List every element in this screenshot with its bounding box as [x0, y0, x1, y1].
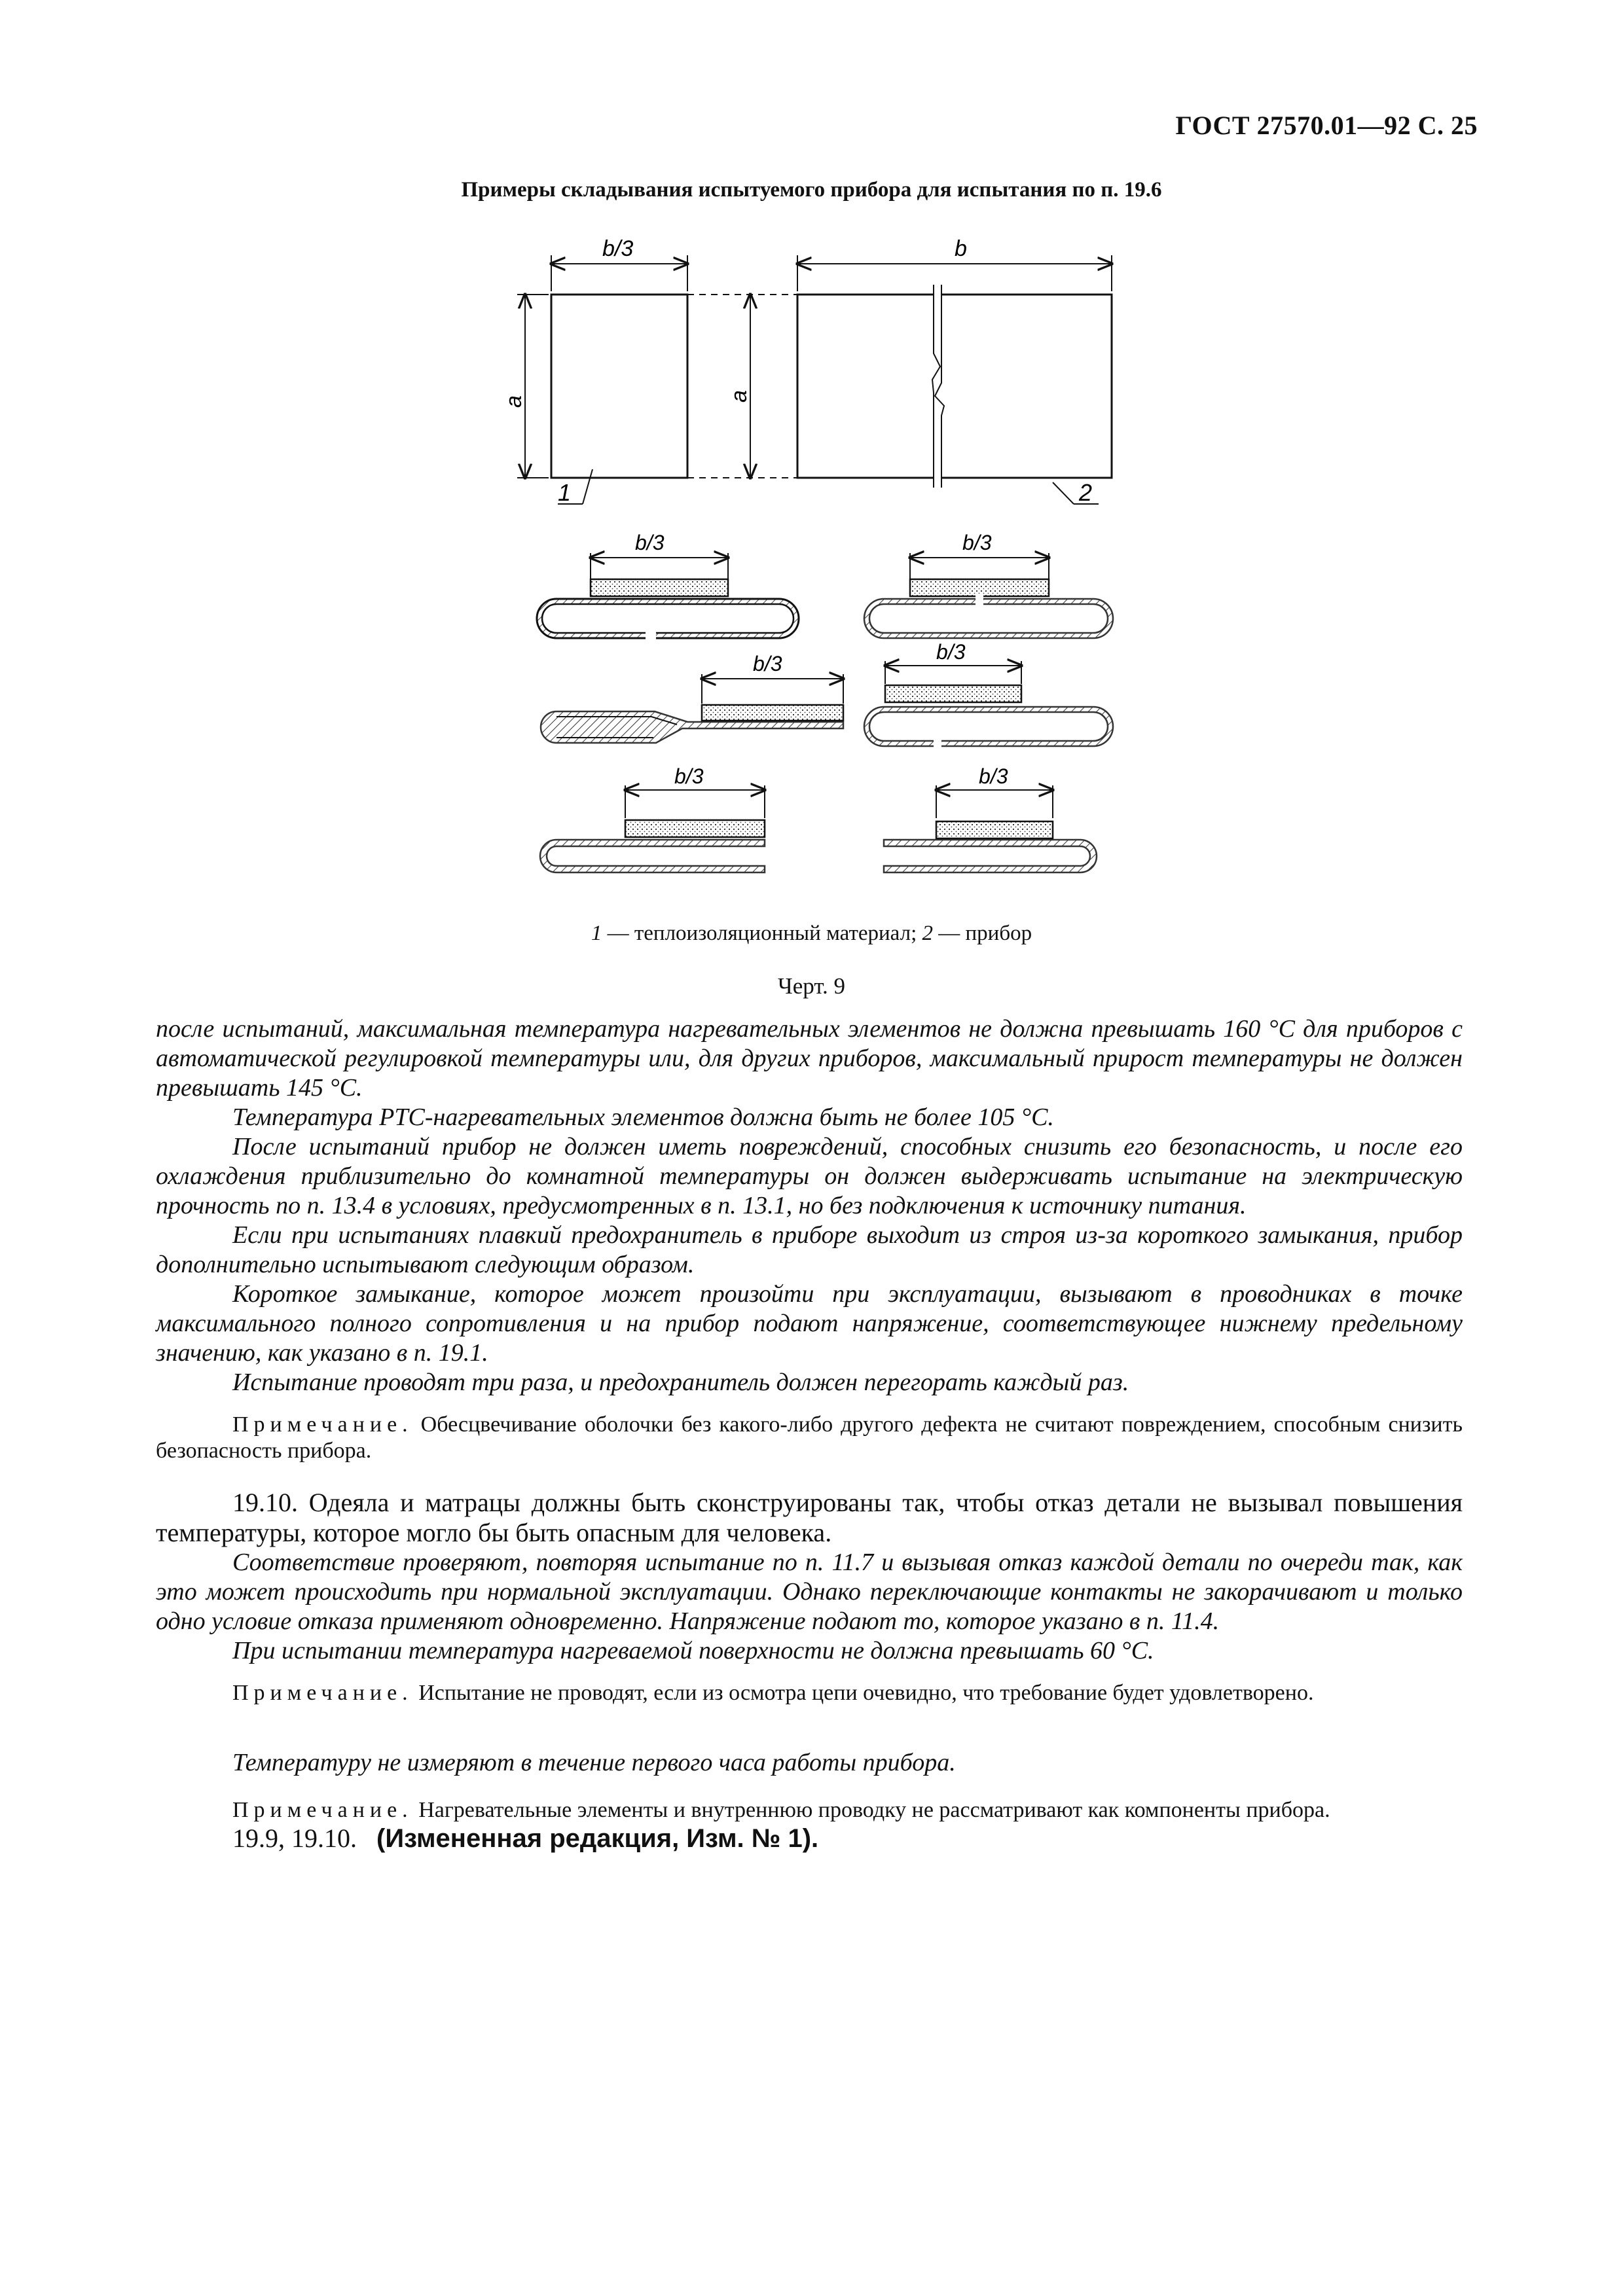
page-header: ГОСТ 27570.01—92 С. 25 [1175, 111, 1478, 140]
svg-text:b/3: b/3 [635, 531, 665, 554]
fold-example-1 [537, 531, 799, 642]
figure-title: Примеры складывания испытуемого прибора для испытания по п. 19.6 [461, 178, 1162, 202]
fold-example-2 [864, 531, 1113, 638]
note-2-text: Испытание не проводят, если из осмотра цепи очевидно, что требование будет удовлетворено. [412, 1681, 1314, 1705]
paragraph-19-10: 19.10. Одеяла и матрацы должны быть сконструированы так, чтобы отказ детали не вызывал повышения температуры, которое могло бы быть опасным для человека. [156, 1488, 1463, 1547]
paragraph-2: Температура PTC-нагревательных элементов должна быть не более 105 °С. [232, 1103, 1054, 1131]
note-3 [156, 1797, 1463, 1823]
legend-text-1: — теплоизоляционный материал; [602, 922, 922, 945]
paragraph-1: после испытаний, максимальная температура нагревательных элементов не должна превышать 160 °С для приборов с автоматической регулировкой температуры или, для других приборов, максимальный прирост температуры не должен превышать 145 °С. [156, 1015, 1463, 1102]
paragraph-6: Испытание проводят три раза, и предохранитель должен перегорать каждый раз. [232, 1369, 1129, 1396]
amendment-text: (Измененная редакция, Изм. № 1). [376, 1824, 819, 1853]
paragraph-9: При испытании температура нагреваемой поверхности не должна превышать 60 °С. [232, 1637, 1154, 1664]
legend-number-1: 1 [591, 922, 602, 945]
dim-b-top: b [955, 236, 967, 261]
note-label: Примечание. [232, 1412, 413, 1437]
legend-text-2: — прибор [933, 922, 1032, 945]
label-2: 2 [1079, 479, 1093, 506]
paragraph-5: Короткое замыкание, которое может произойти при эксплуатации, вызывают в проводниках в точке максимального полного сопротивления и на прибор подают напряжение, соответствующее нижнему предельному значению, как указано в п. 19.1. [156, 1280, 1463, 1367]
insulation-sheet [517, 255, 687, 504]
amendment-line [156, 1823, 1463, 1854]
note-1 [156, 1412, 1463, 1464]
fold-example-3 [541, 652, 843, 743]
svg-text:b/3: b/3 [936, 640, 966, 664]
amendment-number: 19.9, 19.10. [232, 1823, 357, 1853]
fold-example-5 [540, 764, 765, 872]
dim-a-middle: a [727, 390, 752, 403]
svg-text:b/3: b/3 [674, 764, 704, 788]
note-1-text: Обесцвечивание оболочки без какого-либо другого дефекта не считают повреждением, способным снизить безопасность прибора. [156, 1412, 1463, 1463]
figure-drawing [501, 232, 1133, 900]
note-label: Примечание. [232, 1681, 413, 1705]
note-2 [156, 1680, 1463, 1706]
note-label: Примечание. [232, 1798, 413, 1822]
figure-legend [0, 922, 1623, 946]
svg-text:b/3: b/3 [753, 652, 782, 675]
label-1: 1 [558, 479, 572, 506]
dim-b3-top: b/3 [602, 236, 634, 261]
fold-example-4 [864, 640, 1113, 751]
svg-text:b/3: b/3 [962, 531, 992, 554]
document-body [156, 1014, 1463, 1854]
paragraph-10: Температуру не измеряют в течение первого часа работы прибора. [232, 1749, 956, 1776]
svg-text:b/3: b/3 [979, 764, 1008, 788]
note-3-text: Нагревательные элементы и внутреннюю проводку не рассматривают как компоненты прибора. [412, 1798, 1330, 1822]
legend-number-2: 2 [922, 922, 933, 945]
paragraph-3: После испытаний прибор не должен иметь повреждений, способных снизить его безопасность, и после его охлаждения приблизительно до комнатной температуры он должен выдерживать испытание на электрическую прочность по п. 13.4 в условиях, предусмотренных в п. 13.1, но без подключения к источнику питания. [156, 1133, 1463, 1219]
paragraph-4: Если при испытаниях плавкий предохранитель в приборе выходит из строя из-за короткого замыкания, прибор дополнительно испытывают следующим образом. [156, 1221, 1463, 1278]
paragraph-8: Соответствие проверяют, повторяя испытание по п. 11.7 и вызывая отказ каждой детали по очереди так, как это может происходить при нормальной эксплуатации. Однако переключающие контакты не закорачивают и только одно условие отказа применяют одновременно. Напряжение подают то, которое указано в п. 11.4. [156, 1549, 1463, 1635]
figure-caption: Черт. 9 [778, 973, 845, 999]
fold-example-6 [884, 764, 1097, 872]
appliance-sheet [687, 255, 1112, 504]
dim-a-left: a [501, 395, 526, 408]
